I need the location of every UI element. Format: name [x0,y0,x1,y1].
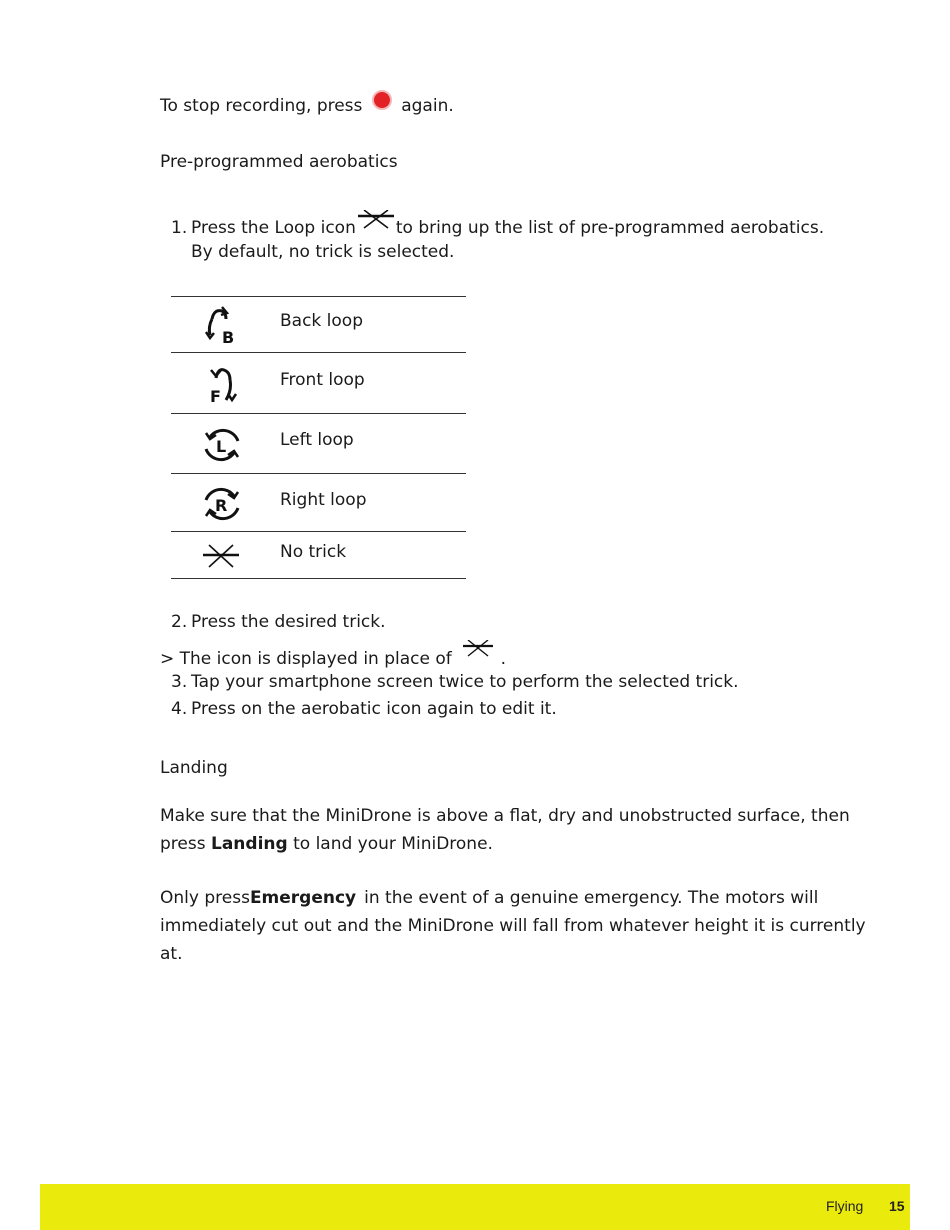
trick-label: Left loop [280,430,354,450]
table-rule [171,352,466,353]
recording-instruction [160,94,454,118]
emergency-line-3: at. [160,944,183,964]
emergency-text: in the event of a genuine emergency. The motors will [364,888,819,908]
step-2-number: 2. [171,612,188,632]
landing-text: press [160,834,206,854]
back-loop-icon [202,305,242,345]
table-rule [171,296,466,297]
emergency-text: Only press [160,888,250,908]
landing-heading: Landing [160,758,228,778]
emergency-paragraph [160,888,866,964]
table-rule [171,531,466,532]
step-3-number: 3. [171,672,188,692]
result-line [160,648,506,670]
right-loop-icon [202,484,242,524]
emergency-line-2: immediately cut out and the MiniDrone will fall from whatever height it is currently [160,916,866,936]
back-loop-letter: B [222,328,235,345]
aerobatics-heading: Pre-programmed aerobatics [160,152,398,172]
result-prefix: > The icon is displayed in place of [160,649,452,669]
step-1-text-c: By default, no trick is selected. [191,242,455,262]
emergency-button-label: Emergency [249,888,357,908]
footer-section-title: Flying [826,1198,864,1214]
trick-label: Front loop [280,370,365,390]
step-4-text: Press on the aerobatic icon again to edit it. [191,699,557,719]
trick-label: Back loop [280,311,363,331]
loop-icon [356,210,396,234]
trick-label: No trick [280,542,347,562]
front-loop-icon [202,364,242,404]
front-loop-letter: F [210,387,221,404]
table-rule [171,413,466,414]
landing-line-2 [160,834,810,854]
step-4-number: 4. [171,699,188,719]
landing-button-label: Landing [211,834,288,854]
table-rule [171,473,466,474]
step-2-text: Press the desired trick. [191,612,386,632]
emergency-line-1 [160,888,819,908]
trick-label: Right loop [280,490,367,510]
landing-paragraph [160,806,850,854]
recording-suffix: again. [401,96,454,116]
step-3-text: Tap your smartphone screen twice to perform the selected trick. [191,672,739,692]
recording-prefix: To stop recording, press [160,96,363,116]
step-1-text-a: Press the Loop icon [191,218,356,238]
no-trick-icon [201,539,241,579]
page-footer [40,1184,910,1230]
footer-page-number: 15 [889,1198,905,1214]
step-1-text-b: to bring up the list of pre-programmed aerobatics. [395,218,825,238]
step-1-number: 1. [171,218,188,238]
landing-text: to land your MiniDrone. [293,834,493,854]
record-button-icon [370,88,394,112]
left-loop-icon [202,425,242,465]
landing-line-1: Make sure that the MiniDrone is above a flat, dry and unobstructed surface, then [160,806,850,826]
result-suffix: . [500,649,506,669]
right-loop-letter: R [215,496,228,515]
left-loop-letter: L [216,437,227,456]
loop-icon [461,640,495,662]
